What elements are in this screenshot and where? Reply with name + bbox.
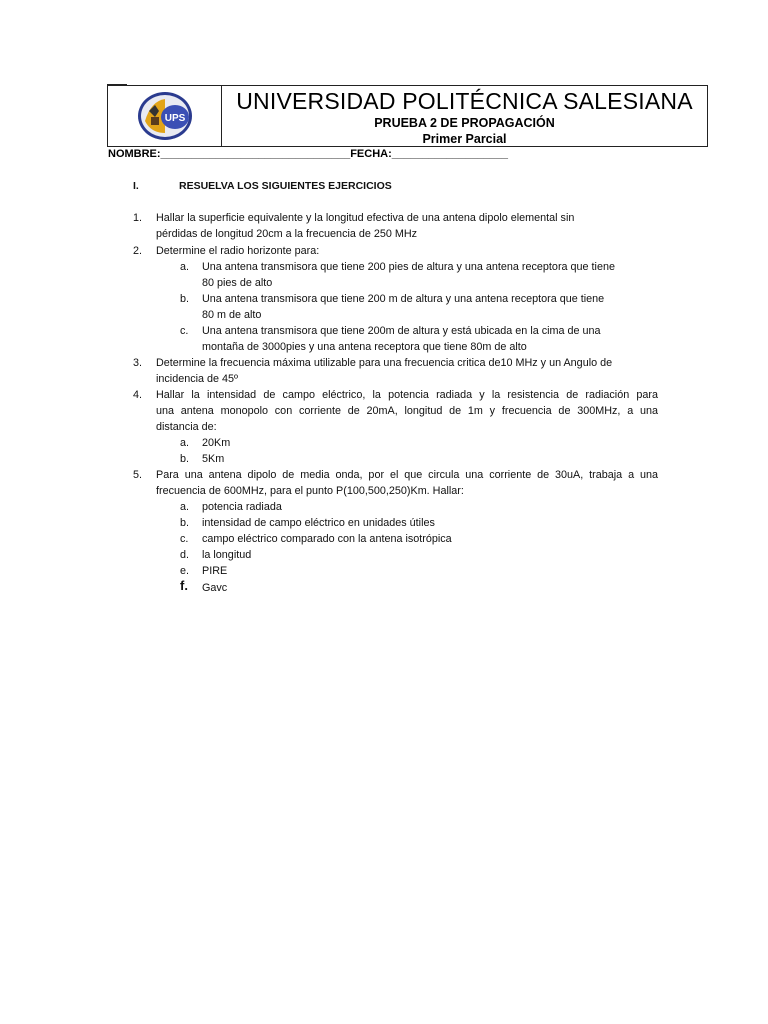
q2a-letter: a. bbox=[180, 261, 190, 273]
q5-number: 5. bbox=[133, 469, 143, 481]
q5c-text: campo eléctrico comparado con la antena isotrópica bbox=[202, 533, 452, 545]
exam-title: PRUEBA 2 DE PROPAGACIÓN bbox=[374, 116, 555, 130]
q3-line1: Determine la frecuencia máxima utilizable para una frecuencia critica de10 MHz y un Angulo de bbox=[156, 357, 613, 369]
q5d-letter: d. bbox=[180, 549, 190, 561]
q2-number: 2. bbox=[133, 245, 143, 257]
exam-subtitle: Primer Parcial bbox=[422, 132, 507, 146]
q5e-letter: e. bbox=[180, 565, 190, 577]
q1-line2: pérdidas de longitud 20cm a la frecuencia de 250 MHz bbox=[156, 228, 418, 240]
university-name: UNIVERSIDAD POLITÉCNICA SALESIANA bbox=[236, 88, 693, 114]
q2c-letter: c. bbox=[180, 325, 189, 337]
q1-line1: Hallar la superficie equivalente y la longitud efectiva de una antena dipolo elemental sin bbox=[156, 212, 575, 224]
logo-text: UPS bbox=[164, 113, 185, 124]
q4a-letter: a. bbox=[180, 437, 190, 449]
q4-number: 4. bbox=[133, 389, 143, 401]
q2b-line2: 80 m de alto bbox=[202, 309, 262, 321]
q2a-line1: Una antena transmisora que tiene 200 pies de altura y una antena receptora que tiene bbox=[202, 261, 615, 273]
q5b-letter: b. bbox=[180, 517, 190, 529]
q5a-text: potencia radiada bbox=[202, 501, 282, 513]
q4b-text: 5Km bbox=[202, 453, 225, 465]
q5-line1: Para una antena dipolo de media onda, por el que circula una corriente de 30uA, trabaja a una bbox=[156, 469, 658, 481]
section-title: RESUELVA LOS SIGUIENTES EJERCICIOS bbox=[179, 180, 392, 192]
q5c-letter: c. bbox=[180, 533, 189, 545]
q3-line2: incidencia de 45º bbox=[156, 373, 238, 385]
q5d-text: la longitud bbox=[202, 549, 252, 561]
q5f-text: Gavc bbox=[202, 582, 228, 594]
q2b-letter: b. bbox=[180, 293, 190, 305]
q4-line1: Hallar la intensidad de campo eléctrico, la potencia radiada y la resistencia de radiación para bbox=[156, 389, 658, 401]
q1-number: 1. bbox=[133, 212, 143, 224]
q5f-letter: f. bbox=[180, 578, 188, 593]
logo-cell bbox=[108, 86, 222, 146]
q2b-line1: Una antena transmisora que tiene 200 m de altura y una antena receptora que tiene bbox=[202, 293, 605, 305]
title-cell bbox=[222, 86, 707, 146]
q5a-letter: a. bbox=[180, 501, 190, 513]
q4a-text: 20Km bbox=[202, 437, 231, 449]
q5b-text: intensidad de campo eléctrico en unidades útiles bbox=[202, 517, 435, 529]
q5-line2: frecuencia de 600MHz, para el punto P(100,500,250)Km. Hallar: bbox=[156, 485, 464, 497]
university-logo bbox=[137, 91, 193, 141]
header-table bbox=[107, 85, 708, 147]
q2c-line1: Una antena transmisora que tiene 200m de altura y está ubicada en la cima de una bbox=[202, 325, 601, 337]
q4-line2: una antena monopolo con corriente de 20mA, longitud de 1m y frecuencia de 300MHz, a una bbox=[156, 405, 658, 417]
name-date-line: NOMBRE:_______________________________FECHA:___________________ bbox=[108, 148, 508, 160]
q3-number: 3. bbox=[133, 357, 143, 369]
q4b-letter: b. bbox=[180, 453, 190, 465]
q5e-text: PIRE bbox=[202, 565, 228, 577]
q2a-line2: 80 pies de alto bbox=[202, 277, 273, 289]
q4-line3: distancia de: bbox=[156, 421, 217, 433]
section-number: I. bbox=[133, 180, 139, 192]
q2-line1: Determine el radio horizonte para: bbox=[156, 245, 320, 257]
q2c-line2: montaña de 3000pies y una antena receptora que tiene 80m de alto bbox=[202, 341, 527, 353]
